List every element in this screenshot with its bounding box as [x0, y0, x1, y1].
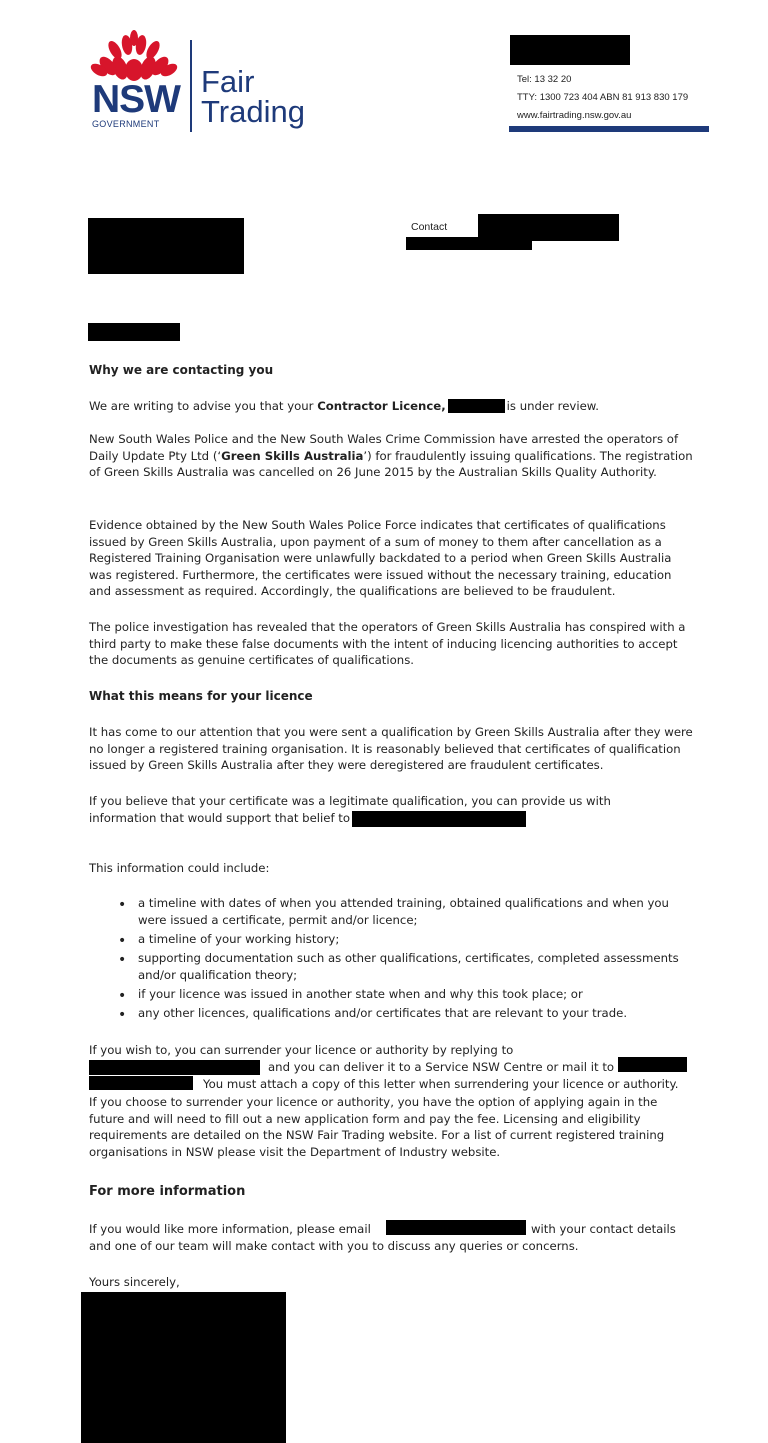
list-item: any other licences, qualifications and/or certificates that are relevant to your trade. [138, 1006, 628, 1020]
logo-nsw-text: NSW [92, 78, 180, 121]
why-paragraph-2: New South Wales Police and the New South Wales Crime Commission have arrested the operators of Daily Update Pty Ltd (‘Green Skills Australia’) for fraudulently issuing qualifications. The registration of Green Skills Australia was cancelled on 26 June 2015 by the Australian Skills Quality Authority. [89, 432, 693, 479]
redacted-header-block [510, 35, 630, 65]
more-line-2: and one of our team will make contact with you to discuss any queries or concerns. [89, 1239, 579, 1253]
header-blue-bar [509, 126, 709, 132]
redacted-reply-address [89, 1060, 260, 1075]
logo-fair-text: Fair [201, 64, 255, 99]
logo-government-text: GOVERNMENT [92, 119, 160, 129]
bullet-dot: • [118, 933, 127, 949]
list-item: a timeline with dates of when you attended training, obtained qualifications and when you were issued a certificate, permit and/or licence; [138, 896, 669, 927]
info-intro: This information could include: [89, 861, 270, 875]
means-heading: What this means for your licence [89, 689, 313, 703]
logo-divider [190, 40, 192, 132]
tty-abn-line: TTY: 1300 723 404 ABN 81 913 830 179 [517, 92, 689, 103]
contact-label: Contact [411, 221, 448, 233]
surrender-line-3: You must attach a copy of this letter when surrendering your licence or authority. [203, 1077, 679, 1091]
redacted-licence-number [448, 399, 505, 413]
means-paragraph-2-line-2: information that would support that belief to [89, 811, 351, 825]
more-line-1-b: with your contact details [531, 1222, 676, 1236]
list-item: if your licence was issued in another state when and why this took place; or [138, 987, 583, 1001]
more-line-1-a: If you would like more information, please email [89, 1222, 371, 1236]
bullet-dot: • [118, 952, 127, 968]
why-paragraph-1: We are writing to advise you that your Contractor Licence, is under review. [89, 399, 599, 413]
surrender-line-2: and you can deliver it to a Service NSW Centre or mail it to [268, 1060, 615, 1074]
why-paragraph-3: Evidence obtained by the New South Wales Police Force indicates that certificates of qualifications issued by Green Skills Australia, upon payment of a sum of money to them after cancellation as a Registered Training Organisation were unlawfully backdated to a period when Green Skills Australia was registered. Furthermore, the certificates were issued without the necessary training, education and assessment as required. Accordingly, the qualifications are believed to be fraudulent. [89, 518, 672, 598]
website-link[interactable]: www.fairtrading.nsw.gov.au [517, 110, 632, 121]
list-item: supporting documentation such as other qualifications, certificates, completed assessments and/or qualification theory; [138, 951, 679, 982]
redacted-submission-email [352, 811, 526, 827]
redacted-contact-detail [406, 237, 532, 250]
bullet-dot: • [118, 1007, 127, 1023]
tel-line: Tel: 13 32 20 [517, 74, 572, 85]
list-item: a timeline of your working history; [138, 932, 340, 946]
why-heading: Why we are contacting you [89, 363, 274, 377]
redacted-mail-address-2 [89, 1076, 193, 1090]
more-heading: For more information [89, 1184, 246, 1199]
means-paragraph-1: It has come to our attention that you were sent a qualification by Green Skills Australia after they were no longer a registered training organisation. It is reasonably believed that certificates of qualification issued by Green Skills Australia after they were deregistered are fraudulent certificates. [89, 725, 693, 772]
redacted-info-email [386, 1220, 526, 1235]
surrender-rest: If you choose to surrender your licence or authority, you have the option of applying again in the future and will need to fill out a new application form and pay the fee. Licensing and eligibility requirements are detailed on the NSW Fair Trading website. For a list of current registered training organisations in NSW please visit the Department of Industry website. [89, 1095, 665, 1159]
redacted-date [88, 323, 180, 341]
redacted-signature [81, 1292, 286, 1443]
logo-trading-text: Trading [201, 94, 305, 129]
waratah-logo-icon [90, 30, 178, 82]
why-paragraph-4: The police investigation has revealed that the operators of Green Skills Australia has conspired with a third party to make these false documents with the intent of inducing licencing authorities to accept the documents as genuine certificates of qualifications. [89, 620, 686, 667]
redacted-mail-address-1 [618, 1057, 687, 1072]
redacted-address [88, 218, 244, 274]
bullet-dot: • [118, 988, 127, 1004]
bullet-dot: • [118, 897, 127, 913]
signoff: Yours sincerely, [89, 1275, 180, 1289]
surrender-line-1: If you wish to, you can surrender your licence or authority by replying to [89, 1043, 514, 1057]
means-paragraph-2-line-1: If you believe that your certificate was a legitimate qualification, you can provide us with [89, 794, 611, 808]
